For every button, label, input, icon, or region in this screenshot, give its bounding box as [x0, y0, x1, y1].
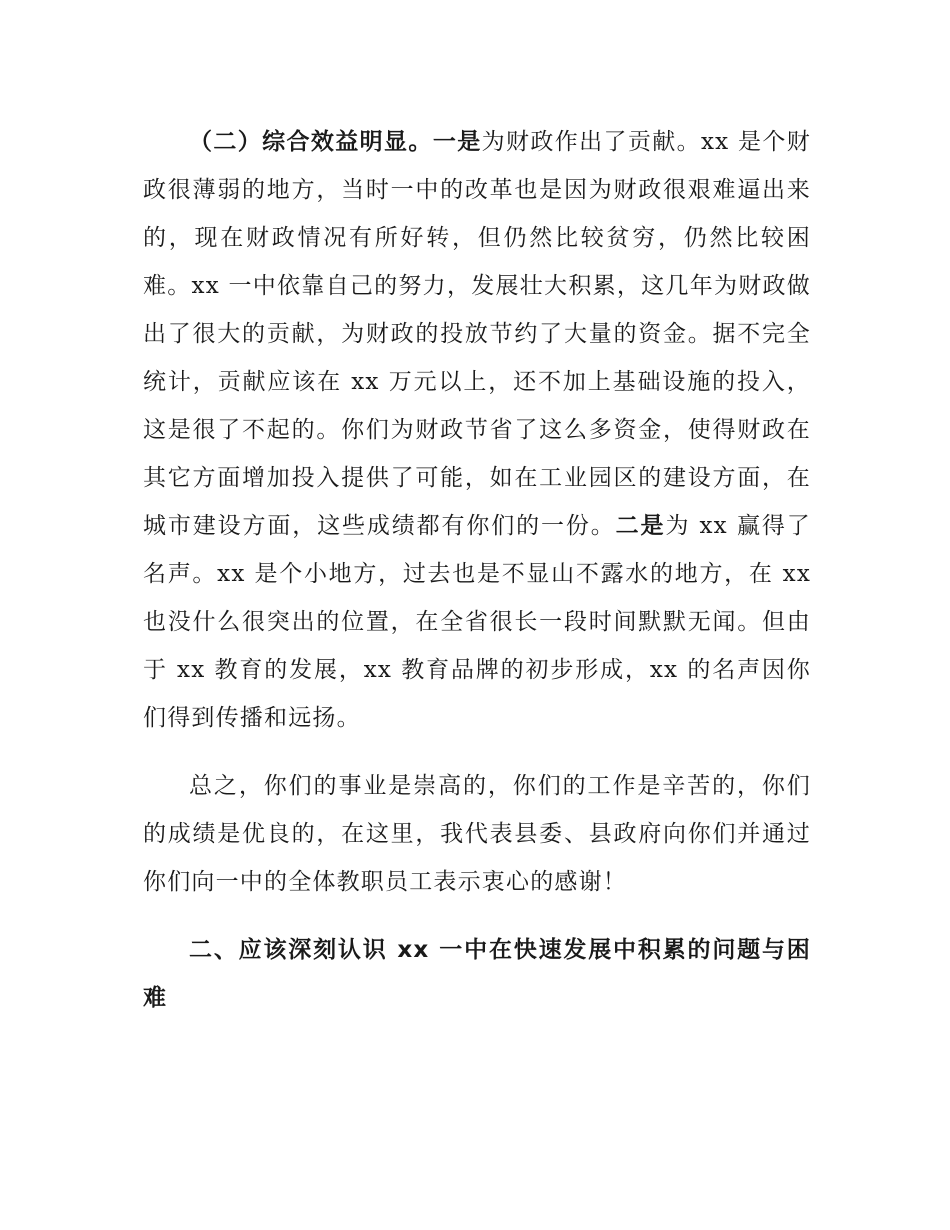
- first-point-text: 为财政作出了贡献。xx 是个财政很薄弱的地方，当时一中的改革也是因为财政很艰难逼出来的，现在财政情况有所好转，但仍然比较贫穷，仍然比较困难。xx 一中依靠自己的努力，发展壮大积累，这几年为财政做出了很大的贡献，为财政的投放节约了大量的资金。据不完全统计，贡献应该在 xx 万元以上，还不加上基础设施的投入，这是很了不起的。你们为财政节省了这么多资金，使得财政在其它方面增加投入提供了可能，如在工业园区的建设方面，在城市建设方面，这些成绩都有你们的一份。: [143, 129, 811, 539]
- paragraph-comprehensive-benefits: [143, 118, 811, 742]
- second-point-text: 为 xx 赢得了名声。xx 是个小地方，过去也是不显山不露水的地方，在 xx 也没什么很突出的位置，在全省很长一段时间默默无闻。但由于 xx 教育的发展，xx 教育品牌的初步形成，xx 的名声因你们得到传播和远扬。: [143, 513, 811, 731]
- subheading-comprehensive-benefits: （二）综合效益明显。: [189, 129, 433, 155]
- section-heading: 二、应该深刻认识 xx 一中在快速发展中积累的问题与困难: [143, 937, 811, 1011]
- document-body: [143, 118, 811, 1022]
- paragraph-summary: 总之，你们的事业是崇高的，你们的工作是辛苦的，你们的成绩是优良的，在这里，我代表县委、县政府向你们并通过你们向一中的全体教职员工表示衷心的感谢！: [143, 773, 811, 895]
- lead-second-point: 二是: [615, 513, 666, 539]
- lead-first-point: 一是: [432, 129, 482, 155]
